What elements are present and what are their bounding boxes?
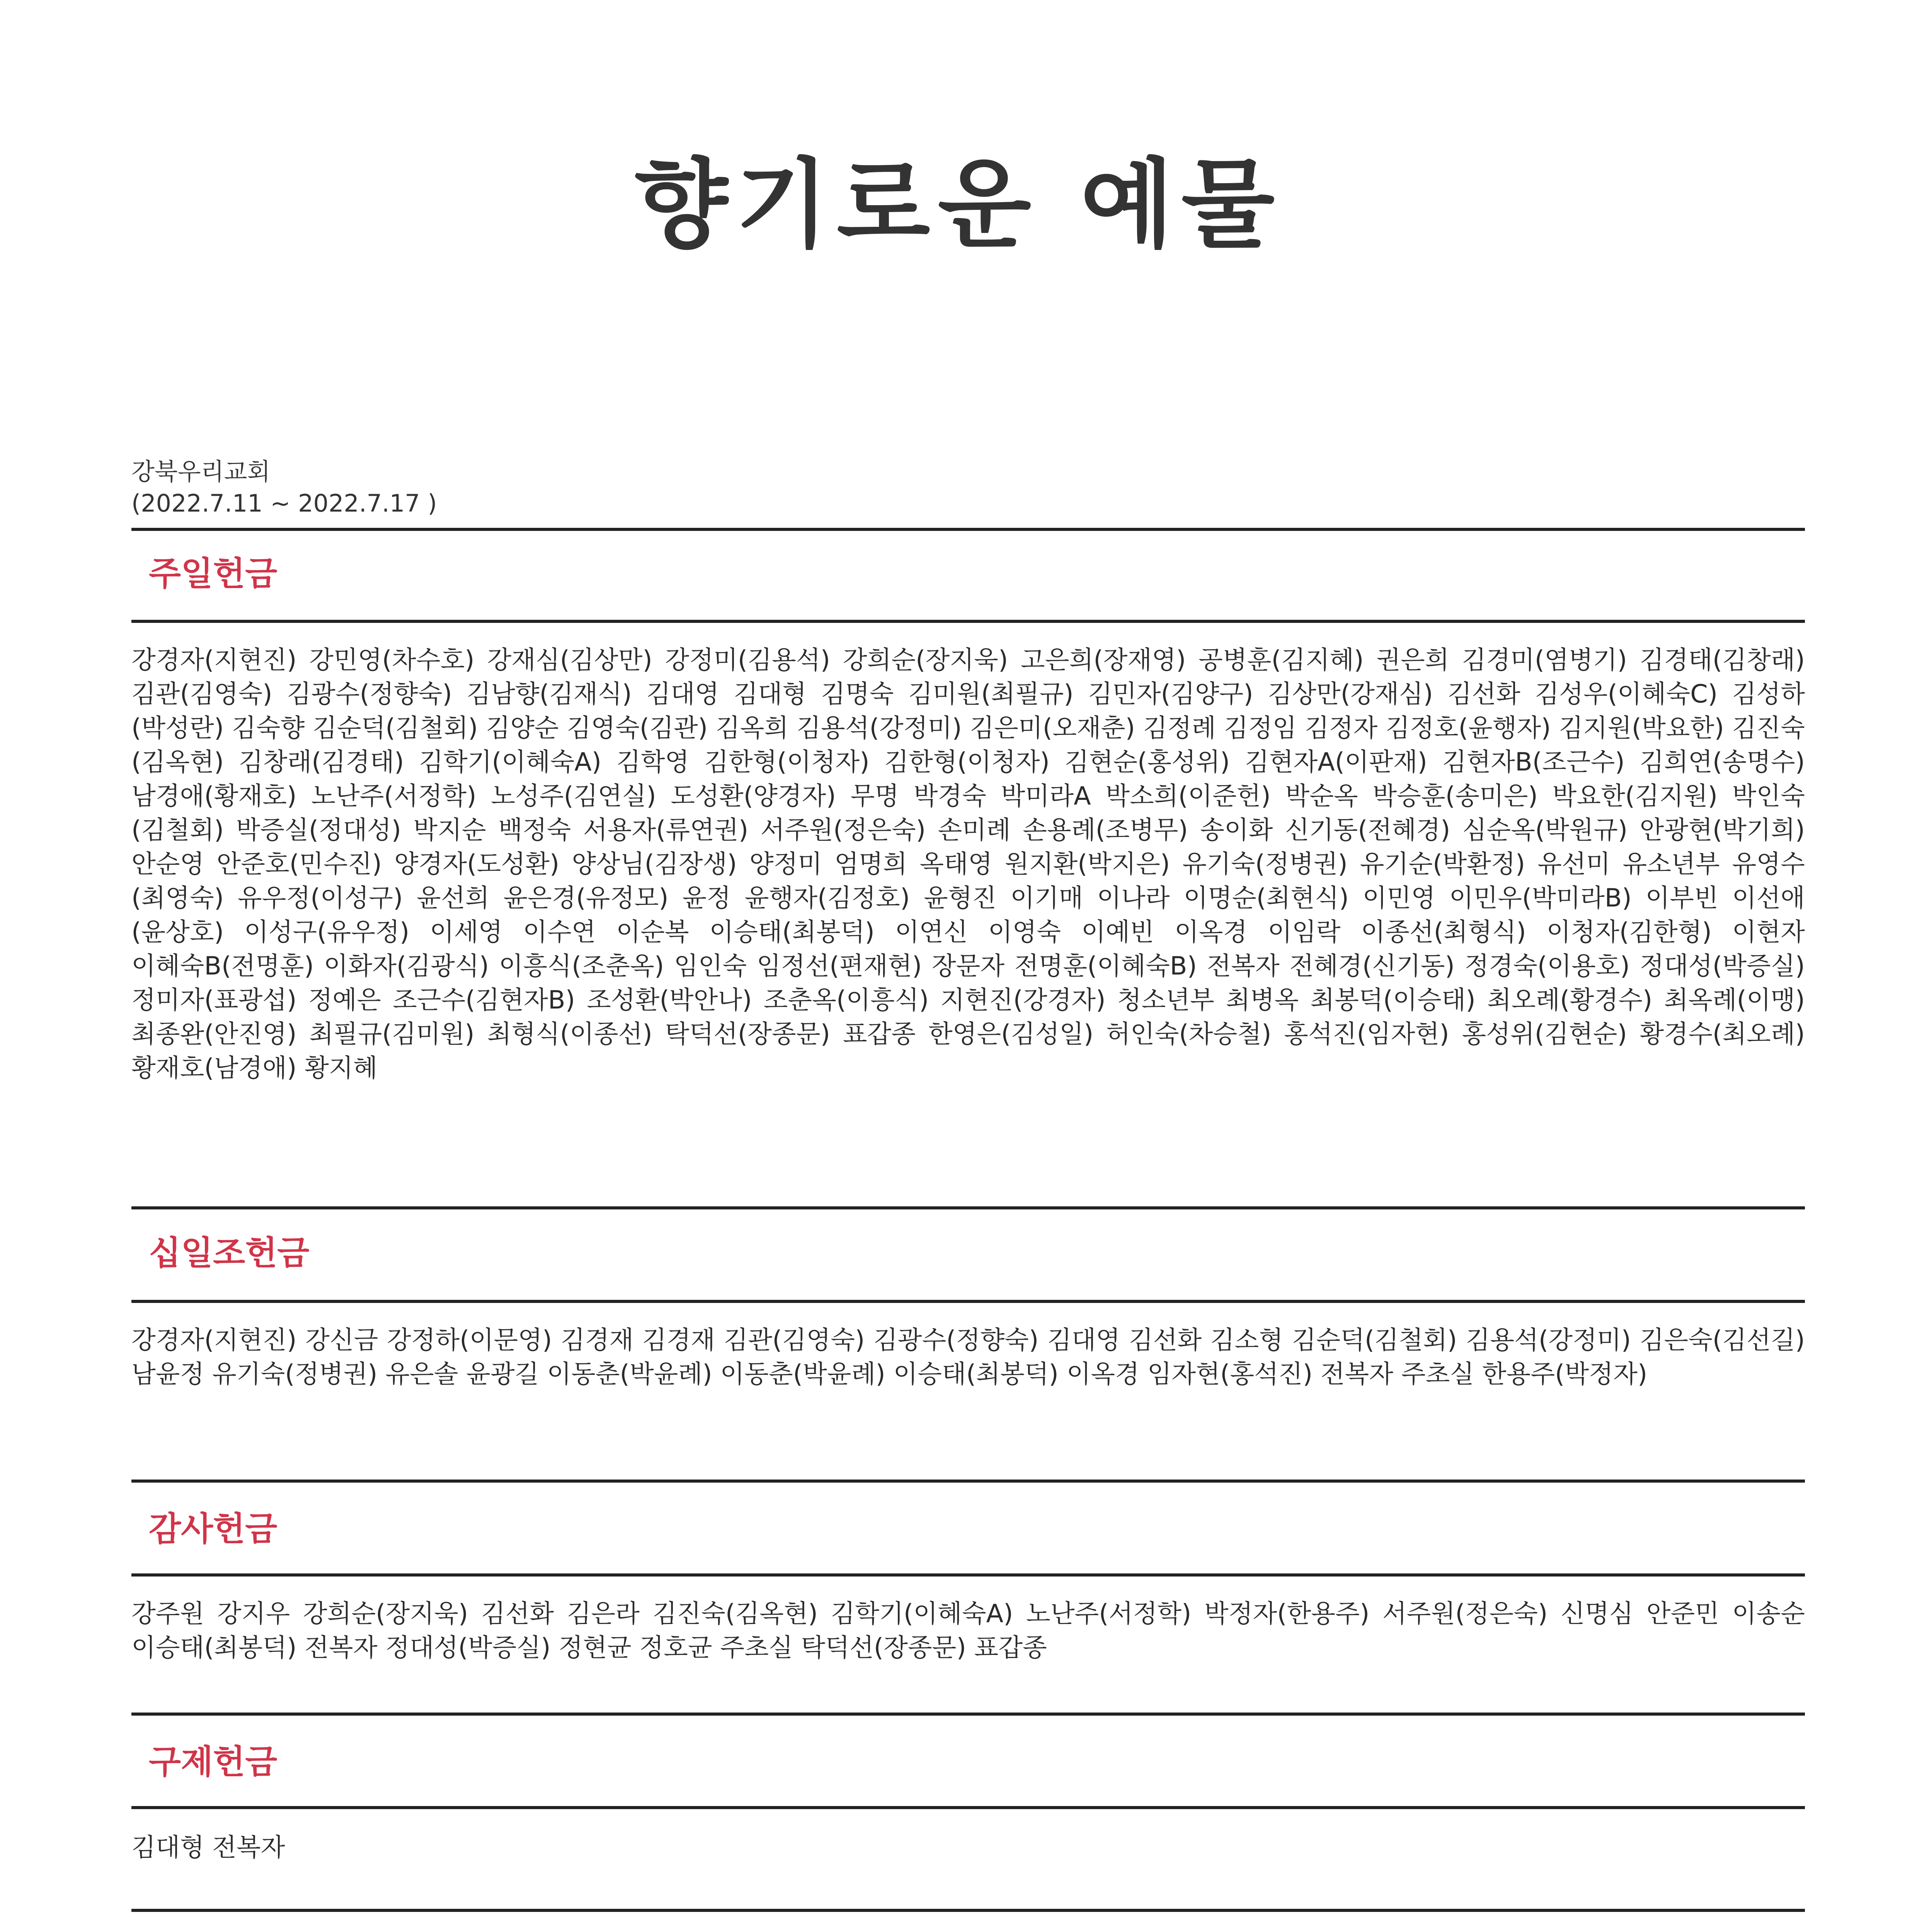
section-title-sunday: 주일헌금	[149, 554, 278, 593]
section-divider	[131, 1480, 1805, 1483]
section-divider	[131, 1573, 1805, 1577]
section-divider	[131, 1806, 1805, 1809]
section-divider	[131, 1206, 1805, 1209]
section-title-relief: 구제헌금	[149, 1743, 278, 1781]
section-divider	[131, 528, 1805, 531]
church-info	[131, 456, 437, 519]
section-names-thanks: 강주원 강지우 강희순(장지욱) 김선화 김은라 김진숙(김옥현) 김학기(이혜숙A) 노난주(서정학) 박정자(한용주) 서주원(정은숙) 신명심 안준민 이송순 이승태(최봉덕) 전복자 정대성(박증실) 정현균 정호균 주초실 탁덕선(장종문) 표갑종	[131, 1599, 1805, 1662]
section-title-thanks: 감사헌금	[149, 1510, 278, 1548]
church-name: 강북우리교회	[131, 457, 271, 486]
section-divider	[131, 1909, 1805, 1912]
page-title: 향기로운 예물	[634, 148, 1283, 261]
section-title-tithe: 십일조헌금	[149, 1234, 310, 1272]
section-names-sunday: 강경자(지현진) 강민영(차수호) 강재심(김상만) 강정미(김용석) 강희순(장지욱) 고은희(장재영) 공병훈(김지혜) 권은희 김경미(염병기) 김경태(김창래) 김관(김영숙) 김광수(정향숙) 김남향(김재식) 김대영 김대형 김명숙 김미원(최필규) 김민자(김양구) 김상만(강재심) 김선화 김성우(이혜숙C) 김성하(박성란) 김숙향 김순덕(김철회) 김양순 김영숙(김관) 김옥희 김용석(강정미) 김은미(오재춘) 김정례 김정임 김정자 김정호(윤행자) 김지원(박요한) 김진숙(김옥현) 김창래(김경태) 김학기(이혜숙A) 김학영 김한형(이청자) 김한형(이청자) 김현순(홍성위) 김현자A(이판재) 김현자B(조근수) 김희연(송명수) 남경애(황재호) 노난주(서정학) 노성주(김연실) 도성환(양경자) 무명 박경숙 박미라A 박소희(이준헌) 박순옥 박승훈(송미은) 박요한(김지원) 박인숙(김철회) 박증실(정대성) 박지순 백정숙 서용자(류연권) 서주원(정은숙) 손미례 손용례(조병무) 송이화 신기동(전혜경) 심순옥(박원규) 안광현(박기희) 안순영 안준호(민수진) 양경자(도성환) 양상님(김장생) 양정미 엄명희 옥태영 원지환(박지은) 유기숙(정병권) 유기순(박환정) 유선미 유소년부 유영수(최영숙) 유우정(이성구) 윤선희 윤은경(유정모) 윤정 윤행자(김정호) 윤형진 이기매 이나라 이명순(최현식) 이민영 이민우(박미라B) 이부빈 이선애(윤상호) 이성구(유우정) 이세영 이수연 이순복 이승태(최봉덕) 이연신 이영숙 이예빈 이옥경 이임락 이종선(최형식) 이청자(김한형) 이현자 이혜숙B(전명훈) 이화자(김광식) 이흥식(조춘옥) 임인숙 임정선(편재현) 장문자 전명훈(이혜숙B) 전복자 전혜경(신기동) 정경숙(이용호) 정대성(박증실) 정미자(표광섭) 정예은 조근수(김현자B) 조성환(박안나) 조춘옥(이흥식) 지현진(강경자) 청소년부 최병옥 최봉덕(이승태) 최오례(황경수) 최옥례(이맹) 최종완(안진영) 최필규(김미원) 최형식(이종선) 탁덕선(장종문) 표갑종 한영은(김성일) 허인숙(차승철) 홍석진(임자현) 홍성위(김현순) 황경수(최오례) 황재호(남경애) 황지혜	[131, 646, 1805, 1083]
date-range: (2022.7.11 ~ 2022.7.17 )	[131, 489, 437, 517]
section-names-relief: 김대형 전복자	[131, 1833, 285, 1862]
section-divider	[131, 1300, 1805, 1303]
section-names-tithe: 강경자(지현진) 강신금 강정하(이문영) 김경재 김경재 김관(김영숙) 김광수(정향숙) 김대영 김선화 김소형 김순덕(김철회) 김용석(강정미) 김은숙(김선길) 남윤정 유기숙(정병권) 유은솔 윤광길 이동춘(박윤례) 이동춘(박윤례) 이승태(최봉덕) 이옥경 임자현(홍석진) 전복자 주초실 한용주(박정자)	[131, 1326, 1805, 1389]
section-divider	[131, 1713, 1805, 1716]
section-divider	[131, 620, 1805, 623]
